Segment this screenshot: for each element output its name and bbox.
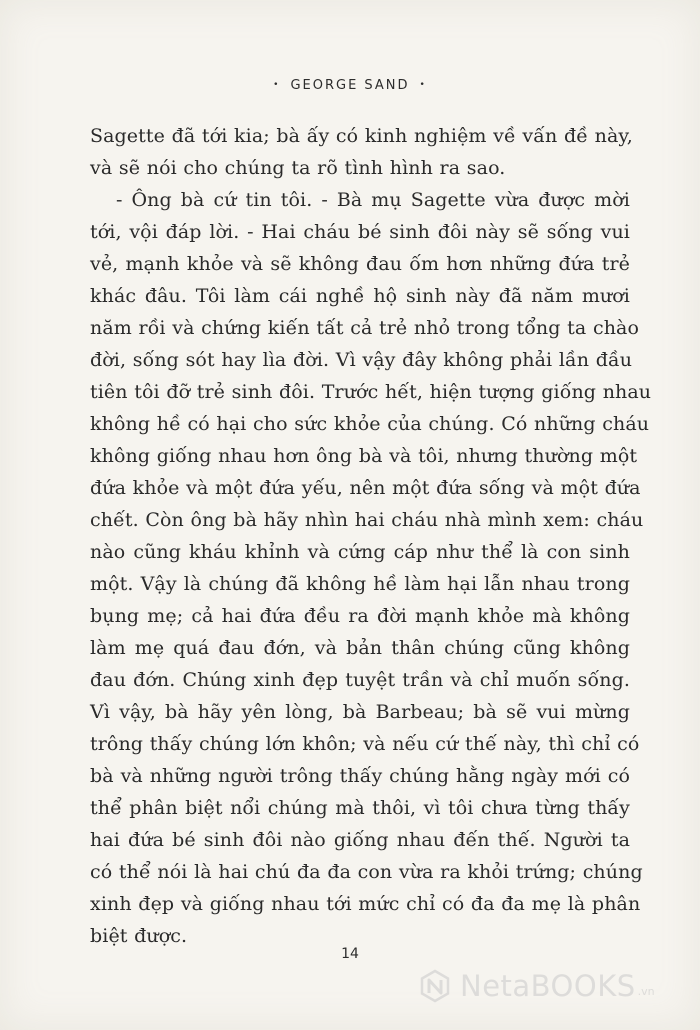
running-header: [0, 78, 700, 93]
text-line: đời, sống sót hay lìa đời. Vì vậy đây không phải lần đầu: [90, 349, 633, 371]
text-line: Sagette đã tới kia; bà ấy có kinh nghiệm về vấn đề này,: [90, 125, 633, 147]
text-line: bụng mẹ; cả hai đứa đều ra đời mạnh khỏe mà không: [90, 605, 630, 627]
text-line: chết. Còn ông bà hãy nhìn hai cháu nhà mình xem: cháu: [90, 509, 644, 531]
text-line: Vì vậy, bà hãy yên lòng, bà Barbeau; bà sẽ vui mừng: [90, 701, 630, 723]
text-line: hai đứa bé sinh đôi nào giống nhau đến thế. Người ta: [90, 829, 630, 851]
text-line: xinh đẹp và giống nhau tới mức chỉ có đa đa mẹ là phân: [90, 893, 641, 915]
text-line: nào cũng kháu khỉnh và cứng cáp như thể là con sinh: [90, 541, 630, 563]
text-line: đứa khỏe và một đứa yếu, nên một đứa sống và một đứa: [90, 477, 641, 499]
watermark-brand: NetaBOOKS: [460, 969, 636, 1003]
body-text: [90, 120, 652, 952]
text-line: khác đâu. Tôi làm cái nghề hộ sinh này đã năm mươi: [90, 285, 630, 307]
header-ornament-right: •: [419, 80, 427, 90]
text-line: làm mẹ quá đau đớn, và bản thân chúng cũng không: [90, 637, 630, 659]
text-line: tiên tôi đỡ trẻ sinh đôi. Trước hết, hiện tượng giống nhau: [90, 381, 652, 403]
text-line: - Ông bà cứ tin tôi. - Bà mụ Sagette vừa được mời: [116, 189, 630, 211]
text-line: có thể nói là hai chú đa đa con vừa ra khỏi trứng; chúng: [90, 861, 643, 883]
text-line: vẻ, mạnh khỏe và sẽ không đau ốm hơn những đứa trẻ: [90, 253, 630, 275]
text-line: một. Vậy là chúng đã không hề làm hại lẫn nhau trong: [90, 573, 630, 595]
text-line: không hề có hại cho sức khỏe của chúng. Có những cháu: [90, 413, 650, 435]
text-line: bà và những người trông thấy chúng hằng ngày mới có: [90, 765, 630, 787]
text-line: trông thấy chúng lớn khôn; và nếu cứ thế này, thì chỉ có: [90, 733, 640, 755]
text-line: thể phân biệt nổi chúng mà thôi, vì tôi chưa từng thấy: [90, 797, 630, 819]
text-line: đau đớn. Chúng xinh đẹp tuyệt trần và chỉ muốn sống.: [90, 669, 630, 691]
watermark: [418, 966, 655, 1006]
watermark-suffix: .vn: [637, 985, 655, 998]
text-line: năm rồi và chứng kiến tất cả trẻ nhỏ trong tổng ta chào: [90, 317, 640, 339]
page-number: 14: [341, 946, 359, 962]
text-line: biệt được.: [90, 925, 188, 947]
netabooks-logo-icon: [418, 969, 452, 1003]
text-line: và sẽ nói cho chúng ta rõ tình hình ra sao.: [90, 157, 506, 179]
text-line: tới, vội đáp lời. - Hai cháu bé sinh đôi này sẽ sống vui: [90, 221, 630, 243]
author-name: GEORGE SAND: [290, 78, 410, 93]
header-ornament-left: •: [273, 80, 281, 90]
text-line: không giống nhau hơn ông bà và tôi, nhưng thường một: [90, 445, 638, 467]
